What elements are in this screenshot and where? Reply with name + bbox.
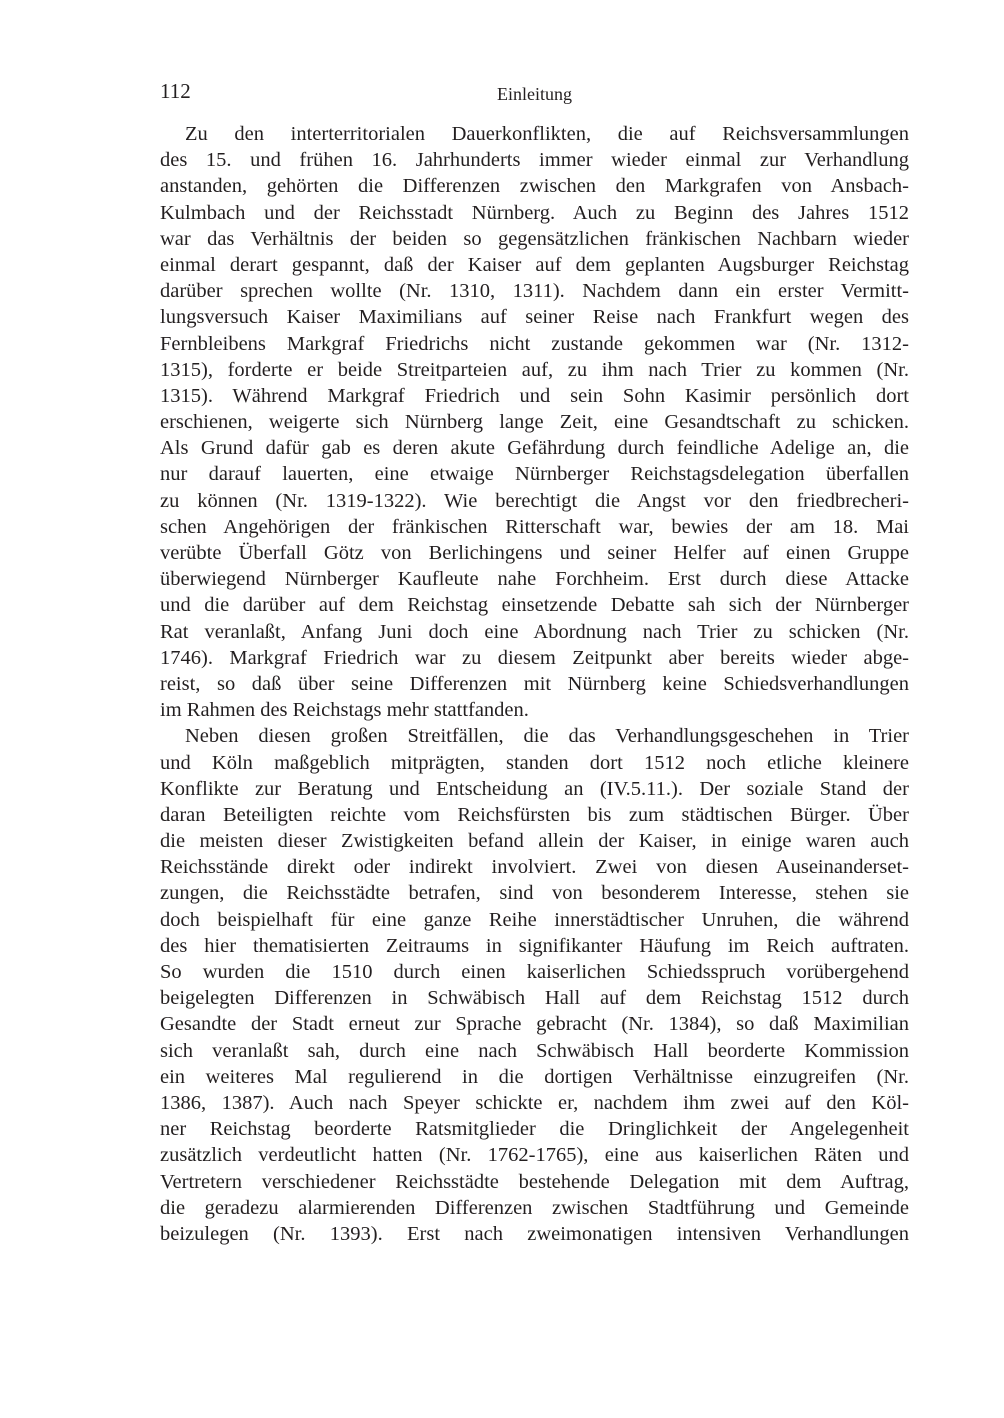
paragraph-2 [160,723,909,1247]
text-line: reist, so daß über seine Differenzen mit Nürnberg keine Schiedsverhandlungen [160,672,909,695]
text-line: Konflikte zur Beratung und Entscheidung an (IV.5.11.). Der soziale Stand der [160,777,909,800]
text-line: darüber sprechen wollte (Nr. 1310, 1311). Nachdem dann ein erster Vermitt- [160,280,909,303]
text-line: Fernbleibens Markgraf Friedrichs nicht zustande gekommen war (Nr. 1312- [160,332,909,355]
text-line: Gesandte der Stadt erneut zur Sprache gebracht (Nr. 1384), so daß Maximilian [160,1013,909,1036]
text-line: beigelegten Differenzen in Schwäbisch Hall auf dem Reichstag 1512 durch [160,987,909,1010]
text-line: Neben diesen großen Streitfällen, die das Verhandlungsgeschehen in Trier [185,725,909,748]
text-line: zu können (Nr. 1319-1322). Wie berechtigt die Angst vor den friedbrecheri- [160,489,909,512]
text-line: ner Reichstag beorderte Ratsmitglieder die Dringlichkeit der Angelegenheit [160,1118,909,1141]
paragraph-1 [160,121,909,723]
text-line: sich veranlaßt sah, durch eine nach Schwäbisch Hall beorderte Kommission [160,1039,909,1062]
text-line: So wurden die 1510 durch einen kaiserlichen Schiedsspruch vorübergehend [160,961,909,983]
text-line: lungsversuch Kaiser Maximilians auf seiner Reise nach Frankfurt wegen des [160,306,909,329]
body-text [160,121,909,1247]
page-number: 112 [160,79,191,103]
text-line: 1746). Markgraf Friedrich war zu diesem Zeitpunkt aber bereits wieder abge- [160,646,909,669]
text-line: zusätzlich verdeutlicht hatten (Nr. 1762-1765), eine aus kaiserlichen Räten und [160,1144,909,1167]
text-line: und Köln maßgeblich mitprägten, standen dort 1512 noch etliche kleinere [160,751,909,774]
text-line: des hier thematisierten Zeitraums in signifikanter Häufung im Reich auftraten. [160,934,909,957]
text-line: die geradezu alarmierenden Differenzen zwischen Stadtführung und Gemeinde [160,1196,909,1219]
running-head: Einleitung [497,84,572,104]
text-line: die meisten dieser Zwistigkeiten befand allein der Kaiser, in einige waren auch [160,830,909,853]
text-line: Reichsstände direkt oder indirekt involviert. Zwei von diesen Auseinanderset- [160,856,909,879]
text-line: ein weiteres Mal regulierend in die dortigen Verhältnisse einzugreifen (Nr. [160,1065,909,1088]
text-line: 1315), forderte er beide Streitparteien auf, zu ihm nach Trier zu kommen (Nr. [160,358,909,381]
text-line: doch beispielhaft für eine ganze Reihe innerstädtischer Unruhen, die während [160,908,909,931]
text-line: zungen, die Reichsstädte betrafen, sind von besonderem Interesse, stehen sie [160,882,909,905]
text-line: war das Verhältnis der beiden so gegensätzlichen fränkischen Nachbarn wieder [160,227,909,250]
text-line: Zu den interterritorialen Dauerkonflikten, die auf Reichsversammlungen [185,123,909,145]
text-line: einmal derart gespannt, daß der Kaiser auf dem geplanten Augsburger Reichstag [160,253,909,276]
text-line: verübte Überfall Götz von Berlichingens und seiner Helfer auf einen Gruppe [160,542,909,564]
text-line: beizulegen (Nr. 1393). Erst nach zweimonatigen intensiven Verhandlungen [160,1222,909,1245]
text-line: Kulmbach und der Reichsstadt Nürnberg. Auch zu Beginn des Jahres 1512 [160,201,909,224]
text-line: im Rahmen des Reichstags mehr stattfanden. [160,699,529,722]
text-line: daran Beteiligten reichte vom Reichsfürsten bis zum städtischen Bürger. Über [160,803,909,826]
text-line: Rat veranlaßt, Anfang Juni doch eine Abordnung nach Trier zu schicken (Nr. [160,620,909,643]
text-line: schen Angehörigen der fränkischen Ritterschaft war, bewies der am 18. Mai [160,515,909,538]
text-line: Vertretern verschiedener Reichsstädte bestehende Delegation mit dem Auftrag, [160,1170,909,1193]
text-line: überwiegend Nürnberger Kaufleute nahe Forchheim. Erst durch diese Attacke [160,568,909,591]
text-line: und die darüber auf dem Reichstag einsetzende Debatte sah sich der Nürnberger [160,594,909,617]
text-line: erschienen, weigerte sich Nürnberg lange Zeit, eine Gesandtschaft zu schicken. [160,411,909,434]
text-line: des 15. und frühen 16. Jahrhunderts immer wieder einmal zur Verhandlung [160,149,909,172]
text-line: nur darauf lauerten, eine etwaige Nürnberger Reichstagsdelegation überfallen [160,463,909,486]
text-line: 1386, 1387). Auch nach Speyer schickte er, nachdem ihm zwei auf den Köl- [160,1091,909,1114]
text-line: anstanden, gehörten die Differenzen zwischen den Markgrafen von Ansbach- [160,175,909,198]
text-line: Als Grund dafür gab es deren akute Gefährdung durch feindliche Adelige an, die [160,437,909,460]
text-line: 1315). Während Markgraf Friedrich und sein Sohn Kasimir persönlich dort [160,384,909,407]
